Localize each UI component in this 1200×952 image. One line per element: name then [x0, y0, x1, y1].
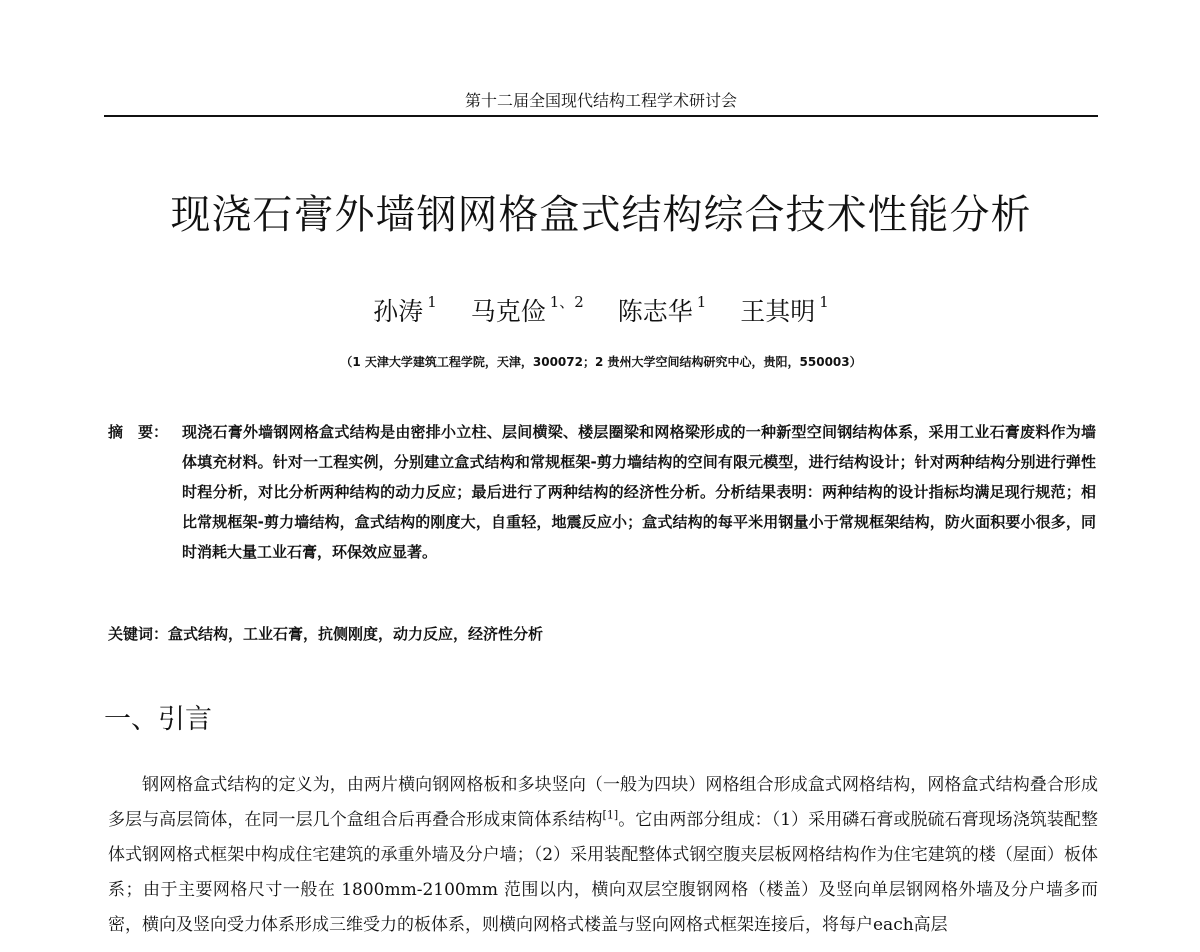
author-affiliation-mark: 1 [427, 292, 437, 311]
body-text-part-2: 。它由两部分组成：（1）采用磷石膏或脱硫石膏现场浇筑装配整体式钢网格式框架中构成住宅建筑的承重外墙及分户墙；（2）采用装配整体式钢空腹夹层板网格结构作为住宅建筑的楼（屋面）板体系；由于主要网格尺寸一般在 1800mm-2100mm 范围以内，横向双层空腹钢网格（楼盖）及竖向单层钢网格外墙及分户墙多而密，横向及竖向受力体系形成三维受力的板体系，则横向网格式楼盖与竖向网格式框架连接后，将每户each高层 [108, 810, 1098, 935]
author-2 [470, 292, 584, 326]
body-text-part-1: 钢网格盒式结构的定义为，由两片横向钢网格板和多块竖向（一般为四块）网格组合形成盒式网格结构，网格盒式结构叠合形成多层与高层筒体，在同一层几个盒组合后再叠合形成束筒体系结构 [108, 775, 1098, 830]
abstract-label: 摘 要： [108, 423, 169, 441]
author-name: 孙涛 [373, 297, 424, 326]
abstract-text: 现浇石膏外墙钢网格盒式结构是由密排小立柱、层间横梁、楼层圈梁和网格梁形成的一种新型空间钢结构体系，采用工业石膏废料作为墙体填充材料。针对一工程实例，分别建立盒式结构和常规框架-剪力墙结构的空间有限元模型，进行结构设计；针对两种结构分别进行弹性时程分析，对比分析两种结构的动力反应；最后进行了两种结构的经济性分析。分析结果表明：两种结构的设计指标均满足现行规范；相比常规框架-剪力墙结构，盒式结构的刚度大，自重轻，地震反应小；盒式结构的每平米用钢量小于常规框架结构，防火面积要小很多，同时消耗大量工业石膏，环保效应显著。 [182, 423, 1096, 561]
citation-ref: [1] [602, 808, 619, 822]
running-head: 第十二届全国现代结构工程学术研讨会 [464, 91, 737, 110]
section-heading: 一、引言 [104, 704, 212, 735]
author-name: 王其明 [740, 297, 816, 326]
body-paragraph [108, 768, 1098, 943]
author-affiliation-mark: 1 [819, 292, 829, 311]
author-4 [740, 292, 829, 326]
author-3 [617, 292, 707, 326]
author-affiliation-mark: 1、2 [549, 292, 584, 311]
author-1 [373, 292, 437, 326]
author-name: 马克俭 [470, 297, 546, 326]
paper-title: 现浇石膏外墙钢网格盒式结构综合技术性能分析 [170, 192, 1032, 238]
author-name: 陈志华 [617, 297, 693, 326]
author-affiliation-mark: 1 [696, 292, 707, 311]
keywords-text: 盒式结构，工业石膏，抗侧刚度，动力反应，经济性分析 [168, 625, 544, 643]
keywords-line [108, 619, 1098, 649]
author-list [104, 292, 1098, 328]
keywords-label: 关键词： [108, 625, 169, 643]
affiliation-line: （1 天津大学建筑工程学院，天津，300072；2 贵州大学空间结构研究中心，贵阳，550003） [340, 355, 862, 369]
header-rule [104, 115, 1098, 117]
